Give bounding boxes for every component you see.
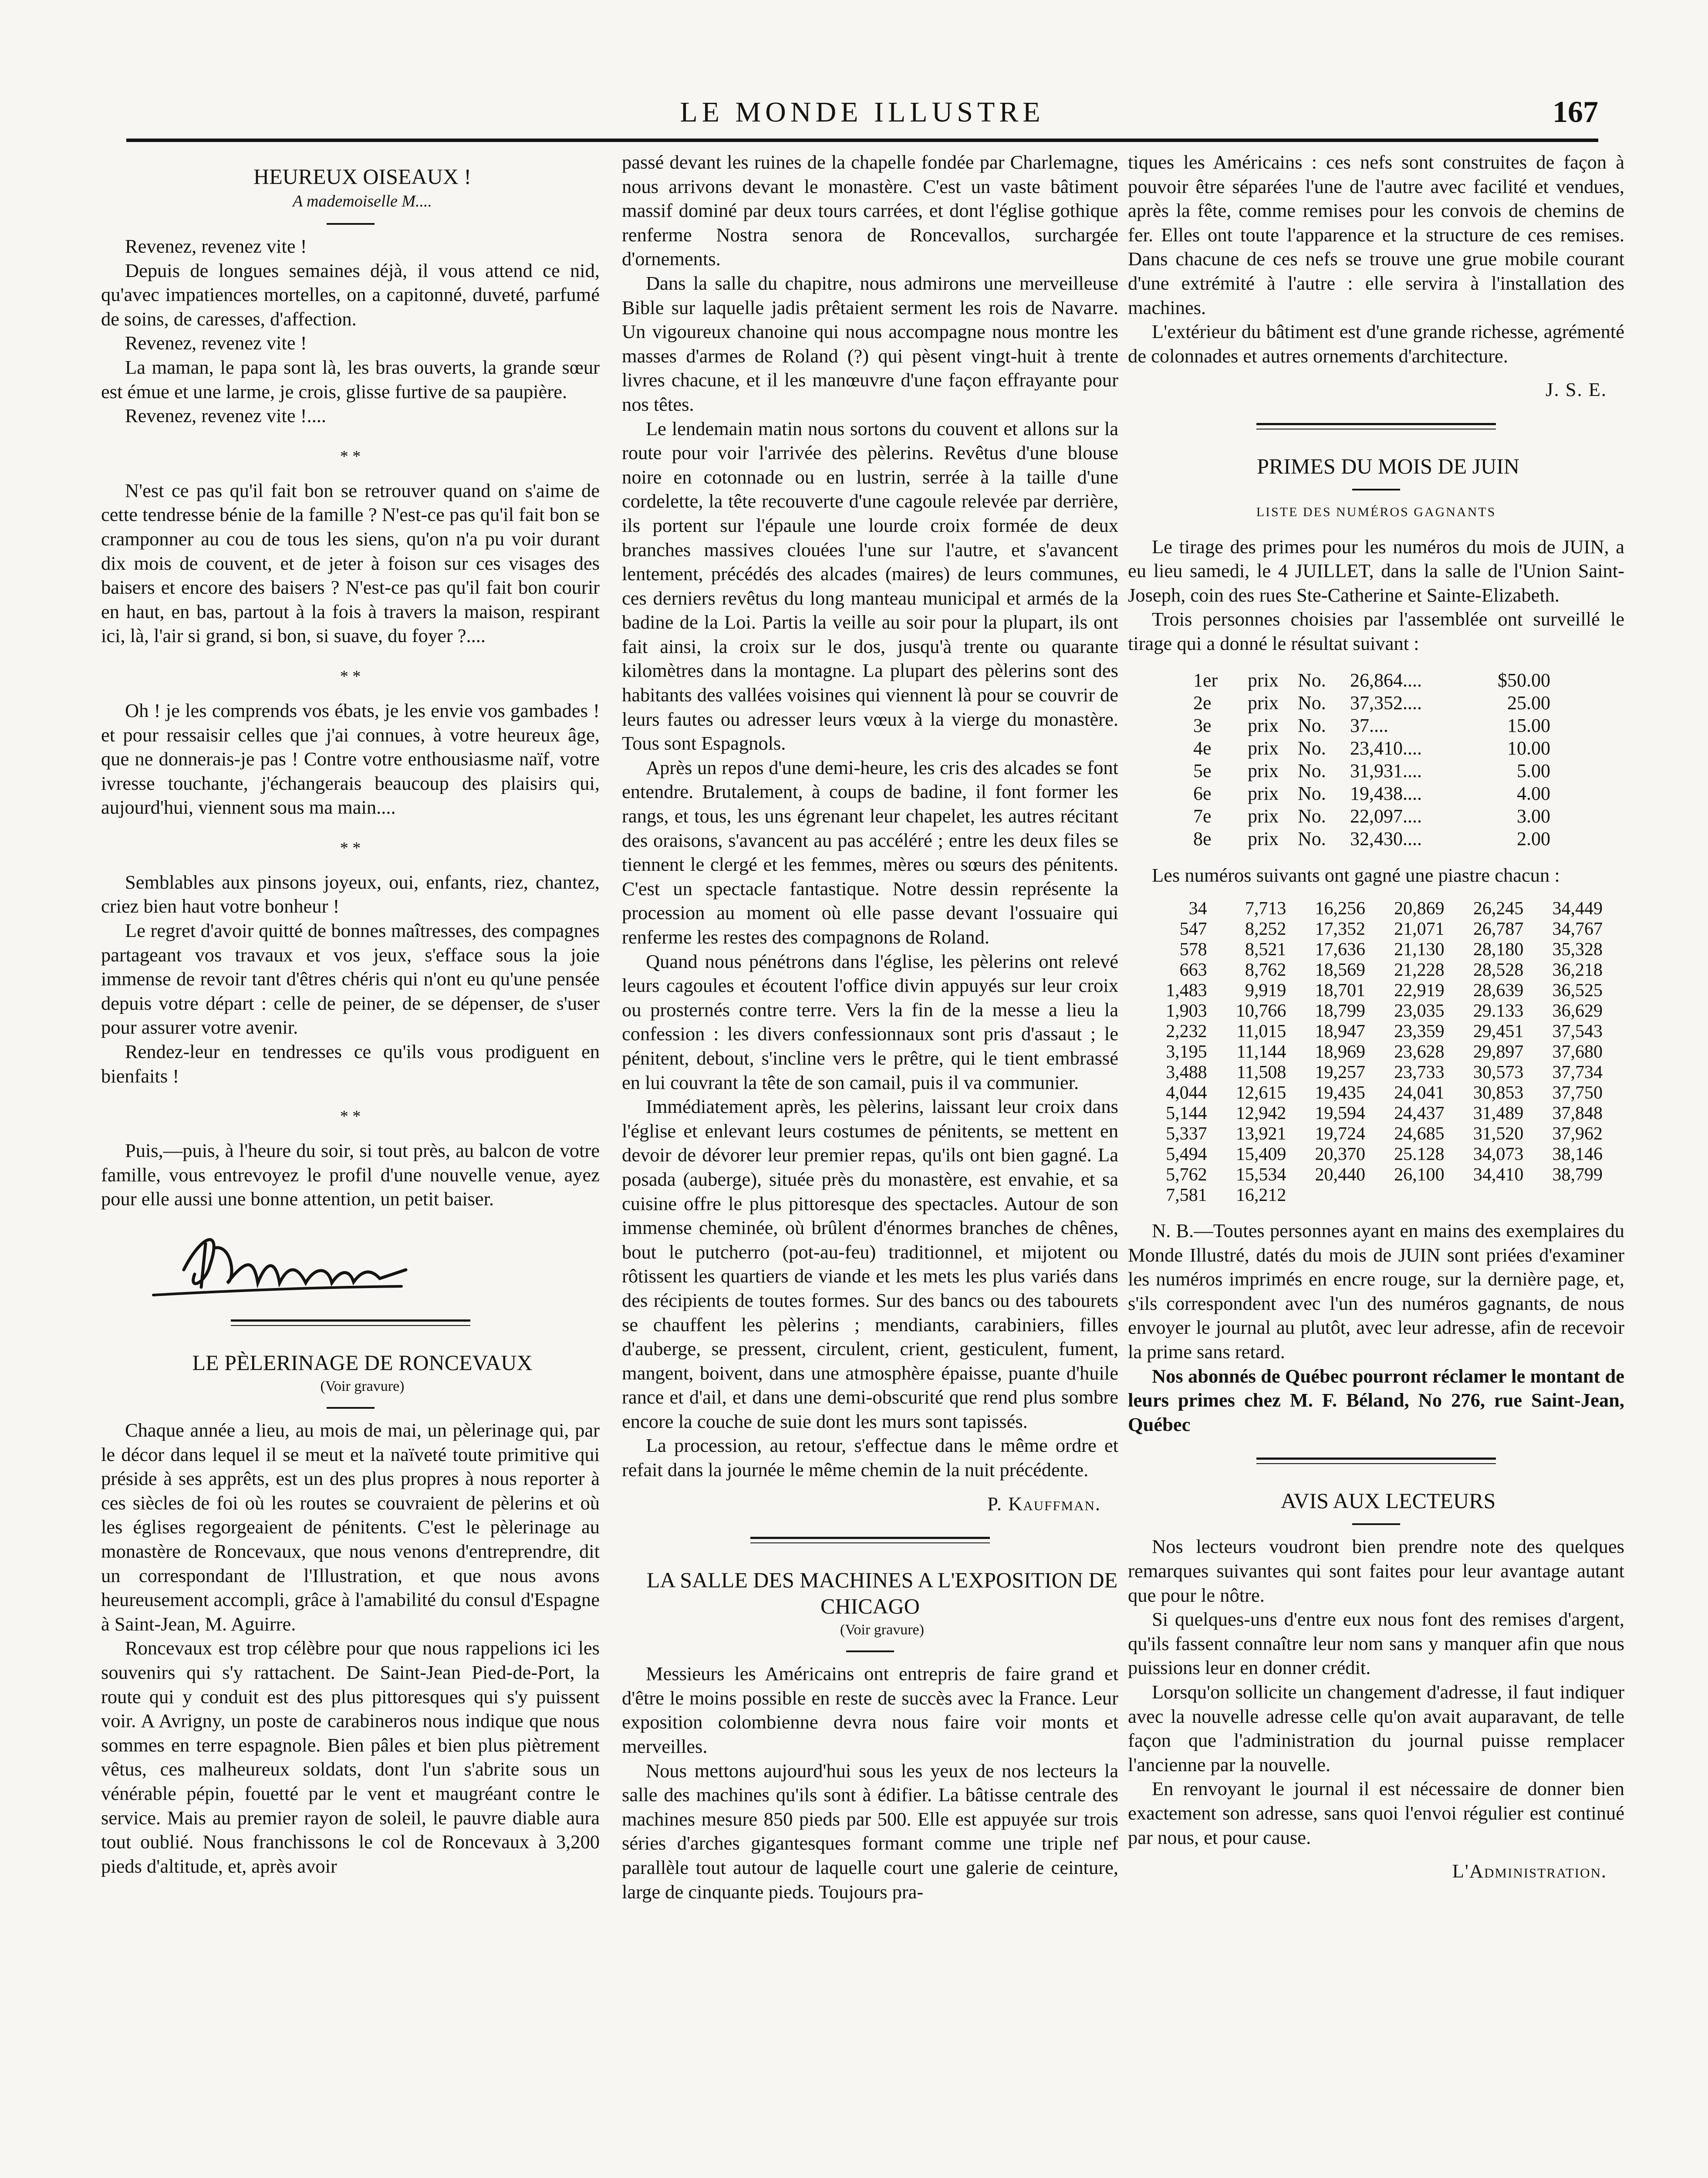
numbers-column: [1286, 899, 1365, 1206]
section-title: PRIMES DU MOIS DE JUIN: [1257, 453, 1519, 478]
winning-number: 1,483: [1166, 981, 1207, 1001]
prize-row: [1193, 737, 1624, 760]
winning-number: 37,750: [1552, 1083, 1603, 1103]
winning-number: 20,440: [1315, 1165, 1365, 1185]
winning-number: 12,615: [1235, 1083, 1286, 1103]
article-subtitle: (Voir gravure): [320, 1378, 405, 1394]
winning-number: 24,041: [1394, 1083, 1445, 1103]
article-paragraph: Roncevaux est trop célèbre pour que nous rappelions ici les souvenirs qui s'y rattachent. De Saint-Jean Pied-de-Port, la route qui y conduit est des plus pittoresques qui s'y puissent voir. A Avrigny, un poste de carabineros nous indique que nous sommes en terre espagnole. Bien pâles et bien plus piètrement vêtus, ces malheureux soldats, dont l'un s'abrite sous un vénérable pépin, fouetté par le vent et maugréant contre le service. Mais au premier rayon de soleil, le pauvre diable aura tout oublié. Nous franchissons le col de Roncevaux à 3,200 pieds d'altitude, et, après avoir: [101, 1637, 600, 1877]
winning-number: 15,534: [1235, 1165, 1286, 1185]
prize-row: [1193, 828, 1624, 850]
list-heading: LISTE DES NUMÉROS GAGNANTS: [1256, 504, 1496, 519]
winning-number: 38,799: [1552, 1165, 1603, 1185]
prize-no: No.: [1298, 805, 1326, 827]
prize-amt: 10.00: [1507, 737, 1550, 759]
article-title: LE PÈLERINAGE DE RONCEVAUX: [192, 1350, 533, 1375]
winning-number: 37,848: [1552, 1103, 1603, 1124]
winning-number: 547: [1179, 919, 1207, 940]
article-paragraph: Après un repos d'une demi-heure, les cris des alcades se font entendre. Brutalement, à coups de badine, il font former les rangs, et tous, les uns égrenant leur chapelet, les autres récitant des oraisons, s'avancent au pas accéléré ; entre les deux files se tiennent le clergé et les femmes, mères ou sœurs des pénitents. C'est un spectacle fantastique. Notre dessin représente la procession au moment où elle passe devant l'ossuaire qui renferme les restes des compagnons de Roland.: [622, 756, 1118, 948]
masthead-rule: [126, 139, 1598, 142]
winning-number: 26,787: [1473, 919, 1524, 940]
winning-number: 17,352: [1315, 919, 1365, 940]
prize-prix: prix: [1248, 828, 1279, 849]
winning-number: 18,947: [1315, 1021, 1365, 1042]
numbers-column: [1445, 899, 1524, 1206]
prize-prix: prix: [1248, 669, 1279, 691]
prize-amt: $50.00: [1498, 669, 1550, 691]
winning-number: 31,489: [1473, 1103, 1524, 1124]
prize-amt: 3.00: [1517, 805, 1550, 827]
prize-rank: 4e: [1193, 737, 1212, 759]
asterism: * *: [340, 667, 361, 686]
article-paragraph: N. B.—Toutes personnes ayant en mains des exemplaires du Monde Illustré, datés du mois de JUIN sont priées d'examiner les numéros imprimés en encre rouge, sur la dernière page, et, s'ils correspondent avec l'un des numéros gagnants, de nous envoyer le journal au plutôt, avec leur adresse, afin de recevoir la prime sans retard.: [1128, 1220, 1624, 1363]
divider: [327, 223, 375, 225]
winning-number: 26,245: [1473, 899, 1524, 919]
poem-title: HEUREUX OISEAUX !: [253, 164, 471, 189]
prize-no: No.: [1298, 737, 1326, 759]
article-paragraph: Nos abonnés de Québec pourront réclamer le montant de leurs primes chez M. F. Béland, No 276, rue Saint-Jean, Québec: [1128, 1365, 1624, 1435]
winning-number: 5,762: [1166, 1165, 1207, 1185]
winning-number: 29,451: [1473, 1021, 1524, 1042]
article-paragraph: Nos lecteurs voudront bien prendre note des quelques remarques suivantes qui sont faites pour leur avantage autant que pour le nôtre.: [1128, 1535, 1624, 1606]
prize-no: No.: [1298, 760, 1326, 781]
winning-number: 20,370: [1315, 1144, 1365, 1165]
winning-number: 23,733: [1394, 1062, 1445, 1083]
prize-rank: 1er: [1193, 669, 1218, 691]
prize-num: 32,430....: [1350, 828, 1422, 849]
winning-number: 21,130: [1394, 940, 1445, 960]
winning-number: 29,897: [1473, 1042, 1524, 1062]
winning-number: 19,594: [1315, 1103, 1365, 1124]
winning-number: 663: [1179, 960, 1207, 981]
winning-number: 28,180: [1473, 940, 1524, 960]
article-paragraph: La procession, au retour, s'effectue dans le même ordre et refait dans la journée le même chemin de la nuit précédente.: [622, 1434, 1118, 1481]
winning-number: 19,724: [1315, 1124, 1365, 1144]
prize-row: [1193, 714, 1624, 737]
winning-number: 18,799: [1315, 1001, 1365, 1021]
prize-row: [1193, 782, 1624, 805]
winning-number: 34,449: [1552, 899, 1603, 919]
divider: [1256, 423, 1496, 430]
winning-number: 23,035: [1394, 1001, 1445, 1021]
numbers-column: [1207, 899, 1286, 1206]
prize-rank: 8e: [1193, 828, 1212, 849]
article-paragraph: L'extérieur du bâtiment est d'une grande richesse, agrémenté de colonnades et autres ornements d'architecture.: [1128, 321, 1624, 367]
winning-number: 19,257: [1315, 1062, 1365, 1083]
winning-number: 29.133: [1473, 1001, 1524, 1021]
prize-prix: prix: [1248, 737, 1279, 759]
winning-number: 21,071: [1394, 919, 1445, 940]
winning-number: 36,218: [1552, 960, 1603, 981]
divider: [231, 1319, 470, 1326]
prize-amt: 2.00: [1517, 828, 1550, 849]
winning-number: 16,212: [1235, 1185, 1286, 1206]
author-signature: L'Administration.: [1452, 1860, 1607, 1882]
prize-prix: prix: [1248, 692, 1279, 714]
winning-number: 34: [1188, 899, 1207, 919]
article-paragraph: Le lendemain matin nous sortons du couvent et allons sur la route pour voir l'arrivée des pèlerins. Revêtus d'une blouse noire en cotonnade ou en lustrin, serrée à la taille d'une cordelette, la tête recouverte d'une cagoule relevée par derrière, ils portent sur l'épaule une lourde croix formée de deux branches massives clouées l'une sur l'autre, et s'avancent lentement, précédés des alcades (maires) de leurs communes, ces derniers revêtus du long manteau municipal et armés de la badine de la Loi. Partis la veille au soir pour la plupart, ils ont fait ainsi, la croix sur le dos, jusqu'à trente ou quarante kilomètres dans la montagne. La plupart des pèlerins sont des habitants des vallées voisines qui viennent là pour se couvrir de leurs fautes ou adresser leurs vœux à la vierge du monastère. Tous sont Espagnols.: [622, 417, 1118, 754]
article-title: LA SALLE DES MACHINES A L'EXPOSITION DE CHICAGO: [646, 1568, 1118, 1619]
article-paragraph: Si quelques-uns d'entre eux nous font des remises d'argent, qu'ils fassent connaître leur nom sans y manquer afin que nous puissions leur en donner crédit.: [1128, 1608, 1624, 1679]
article-paragraph: tiques les Américains : ces nefs sont construites de façon à pouvoir être séparées l'une de l'autre avec facilité et vendues, après la fête, comme remises pour les convois de chemins de fer. Elles ont toute l'apparence et la structure de ces remises. Dans chacune de ces nefs se trouve une grue mobile courant d'une extrémité à l'autre : elle servira à l'installation des machines.: [1128, 151, 1624, 318]
prize-rank: 7e: [1193, 805, 1212, 827]
winning-number: 26,100: [1394, 1165, 1445, 1185]
winning-number: 23,628: [1394, 1042, 1445, 1062]
poem-paragraph: N'est ce pas qu'il fait bon se retrouver quand on s'aime de cette tendresse bénie de la famille ? N'est-ce pas qu'il fait bon se cramponner au cou de tous les siens, qu'on n'a pu voir durant dix mois de couvent, et de jeter à foison sur ces visages des baisers et encore des baisers ? N'est-ce pas qu'il fait bon courir en haut, en bas, partout à la fois à travers la maison, respirant ici, là, l'air si grand, si bon, si suave, du foyer ?....: [101, 479, 600, 647]
divider: [1352, 1523, 1400, 1525]
article-paragraph: Trois personnes choisies par l'assemblée ont surveillé le tirage qui a donné le résultat suivant :: [1128, 608, 1624, 654]
winning-number: 28,528: [1473, 960, 1524, 981]
article-paragraph: Quand nous pénétrons dans l'église, les pèlerins ont relevé leurs cagoules et écoutent l'office divin appuyés sur leur croix ou prosternés contre terre. Vers la fin de la messe a lieu la confession : les divers confessionnaux sont pris d'assaut ; le pénitent, debout, s'incline vers le prêtre, qui le tient embrassé en lui couvrant la tête de son camail, puis il va communier.: [622, 950, 1118, 1093]
winning-number: 8,521: [1245, 940, 1286, 960]
winning-number: 24,685: [1394, 1124, 1445, 1144]
article-paragraph: Le tirage des primes pour les numéros du mois de JUIN, a eu lieu samedi, le 4 JUILLET, dans la salle de l'Union Saint-Joseph, coin des rues Ste-Catherine et Sainte-Elizabeth.: [1128, 535, 1624, 606]
winning-number: 37,543: [1552, 1021, 1603, 1042]
winning-number: 23,359: [1394, 1021, 1445, 1042]
winning-number: 20,869: [1394, 899, 1445, 919]
article-paragraph: Les numéros suivants ont gagné une piastre chacun :: [1152, 864, 1560, 886]
prize-no: No.: [1298, 692, 1326, 714]
winning-number: 25.128: [1394, 1144, 1445, 1165]
poem-paragraph: Revenez, revenez vite !: [125, 332, 307, 354]
winning-number: 12,942: [1235, 1103, 1286, 1124]
winning-number: 5,144: [1166, 1103, 1207, 1124]
prize-num: 31,931....: [1350, 760, 1422, 781]
winning-number: 30,853: [1473, 1083, 1524, 1103]
prize-num: 37....: [1350, 714, 1388, 736]
winning-number: 7,581: [1166, 1185, 1207, 1206]
winning-number: 37,734: [1552, 1062, 1603, 1083]
asterism: * *: [340, 447, 361, 466]
winning-number: 8,762: [1245, 960, 1286, 981]
poem-paragraph: Depuis de longues semaines déjà, il vous attend ce nid, qu'avec impatiences mortelles, on a capitonné, duveté, parfumé de soins, de caresses, d'affection.: [101, 259, 600, 330]
winning-number: 17,636: [1315, 940, 1365, 960]
article-paragraph: Chaque année a lieu, au mois de mai, un pèlerinage qui, par le décor dans lequel il se meut et la naïveté toute primitive qui préside à ses apprêts, est un des plus propres à nous reporter à ces siècles de foi où les routes se couvraient de pèlerins et où les églises regorgeaient de pénitents. C'est le pèlerinage au monastère de Roncevaux, que nous venons d'entreprendre, dit un correspondant de l'Illustration, et que nous avons heureusement accompli, grâce à l'amabilité du consul d'Espagne à Saint-Jean, M. Aguirre.: [101, 1419, 600, 1635]
prize-num: 37,352....: [1350, 692, 1422, 714]
winning-number: 19,435: [1315, 1083, 1365, 1103]
prize-rank: 6e: [1193, 782, 1212, 804]
article-paragraph: passé devant les ruines de la chapelle fondée par Charlemagne, nous arrivons devant le monastère. C'est un vaste bâtiment massif dominé par deux tours carrées, et dont l'église gothique renferme Nostra senora de Roncevallos, surchargée d'ornements.: [622, 151, 1118, 270]
winning-number: 18,701: [1315, 981, 1365, 1001]
winning-number: 18,569: [1315, 960, 1365, 981]
handwritten-signature: [101, 1218, 600, 1309]
divider: [327, 1407, 375, 1409]
prize-rank: 3e: [1193, 714, 1212, 736]
column-1: [101, 150, 600, 1878]
prize-num: 26,864....: [1350, 669, 1422, 691]
winning-number: 18,969: [1315, 1042, 1365, 1062]
winning-number: 34,410: [1473, 1165, 1524, 1185]
author-signature: P. Kauffman.: [987, 1492, 1101, 1515]
asterism: * *: [340, 839, 361, 857]
winning-number: 9,919: [1245, 981, 1286, 1001]
numbers-column: [1365, 899, 1445, 1206]
winning-number: 3,488: [1166, 1062, 1207, 1083]
winning-number: 8,252: [1245, 919, 1286, 940]
divider: [1352, 489, 1400, 490]
prize-row: [1193, 805, 1624, 828]
prize-no: No.: [1298, 669, 1326, 691]
prize-amt: 4.00: [1517, 782, 1550, 804]
author-signature: J. S. E.: [1546, 379, 1607, 401]
winning-number: 37,962: [1552, 1124, 1603, 1144]
numbers-column: [1523, 899, 1603, 1206]
winning-number: 10,766: [1235, 1001, 1286, 1021]
prize-num: 19,438....: [1350, 782, 1422, 804]
prize-prix: prix: [1248, 805, 1279, 827]
article-paragraph: Messieurs les Américains ont entrepris de faire grand et d'être le moins possible en reste de succès avec la France. Leur exposition colombienne devra nous faire voir monts et merveilles.: [622, 1663, 1118, 1758]
winning-number: 11,015: [1236, 1021, 1286, 1042]
winning-number: 24,437: [1394, 1103, 1445, 1124]
column-3: [1128, 150, 1624, 1884]
article-paragraph: Nous mettons aujourd'hui sous les yeux de nos lecteurs la salle des machines qu'ils sont à édifier. La bâtisse centrale des machines mesure 850 pieds par 500. Elle est appuyée sur trois séries d'arches gigantesques formant comme une triple nef parallèle tout autour de laquelle court une galerie de ceinture, large de cinquante pieds. Toujours pra-: [622, 1759, 1118, 1903]
winning-number: 36,629: [1552, 1001, 1603, 1021]
winning-number: 34,073: [1473, 1144, 1524, 1165]
poem-paragraph: Le regret d'avoir quitté de bonnes maîtresses, des compagnes partageant vos travaux et vos jeux, s'efface sous la joie immense de revoir tant d'êtres chéris qui n'ont eu qu'une pensée depuis votre départ : celle de peiner, de se dépenser, de s'user pour assurer votre avenir.: [101, 920, 600, 1038]
poem-paragraph: Semblables aux pinsons joyeux, oui, enfants, riez, chantez, criez bien haut votre bonheur !: [101, 871, 600, 917]
poem-paragraph: Puis,—puis, à l'heure du soir, si tout près, au balcon de votre famille, vous entrevoyez le profil d'une nouvelle venue, ayez pour elle aussi une bonne attention, un petit baiser.: [101, 1140, 600, 1210]
prize-amt: 5.00: [1517, 760, 1550, 781]
article-paragraph: Dans la salle du chapitre, nous admirons une merveilleuse Bible sur laquelle jadis prêtaient serment les rois de Navarre. Un vigoureux chanoine qui nous accompagne nous montre les masses d'armes de Roland (?) qui pèsent vingt-huit à trente livres chacune, et il les manœuvre d'une façon effrayante pour nos têtes.: [622, 272, 1118, 415]
newspaper-title: LE MONDE ILLUSTRE: [680, 96, 1045, 128]
divider: [1256, 1458, 1496, 1464]
winning-number: 35,328: [1552, 940, 1603, 960]
poem-paragraph: Oh ! je les comprends vos ébats, je les envie vos gambades ! et pour ressaisir celles que j'ai connues, à votre heureux âge, que ne donnerais-je pas ! Contre votre enthousiasme naïf, votre ivresse touchante, j'échangerais beaucoup des plaisirs qui, aujourd'hui, viennent sous ma main....: [101, 699, 600, 818]
asterism: * *: [340, 1107, 361, 1126]
winning-number: 4,044: [1166, 1083, 1207, 1103]
winning-number: 1,903: [1166, 1001, 1207, 1021]
winning-number: 13,921: [1235, 1124, 1286, 1144]
winning-number: 11,508: [1236, 1062, 1286, 1083]
column-2: [622, 150, 1118, 1904]
winning-number: 7,713: [1245, 899, 1286, 919]
prize-no: No.: [1298, 828, 1326, 849]
prize-rank: 5e: [1193, 760, 1212, 781]
winning-number: 5,337: [1166, 1124, 1207, 1144]
page-number: 167: [1553, 95, 1598, 129]
divider: [846, 1650, 894, 1652]
poem-dedication: A mademoiselle M....: [292, 192, 432, 210]
winning-numbers-table: [1128, 899, 1624, 1206]
winning-number: 30,573: [1473, 1062, 1524, 1083]
poem-paragraph: Revenez, revenez vite !....: [125, 405, 327, 427]
winning-number: 3,195: [1166, 1042, 1207, 1062]
winning-number: 15,409: [1235, 1144, 1286, 1165]
numbers-column: [1128, 899, 1207, 1206]
prize-no: No.: [1298, 714, 1326, 736]
prize-num: 22,097....: [1350, 805, 1422, 827]
winning-number: 34,767: [1552, 919, 1603, 940]
prize-row: [1193, 669, 1624, 692]
winning-number: 22,919: [1394, 981, 1445, 1001]
winning-number: 31,520: [1473, 1124, 1524, 1144]
prize-prix: prix: [1248, 782, 1279, 804]
prize-row: [1193, 760, 1624, 782]
prize-prix: prix: [1248, 760, 1279, 781]
article-paragraph: En renvoyant le journal il est nécessaire de donner bien exactement son adresse, sans quoi l'envoi régulier est continué par nous, et pour cause.: [1128, 1778, 1624, 1848]
article-paragraph: Immédiatement après, les pèlerins, laissant leur croix dans l'église et enlevant leurs costumes de pénitents, se mettent en devoir de dévorer leur premier repas, qu'ils ont bien gagné. La posada (auberge), située près du monastère, est envahie, et sa cuisine offre le plus pittoresque des spectacles. Autour de son immense cheminée, où brûlent d'énormes branches de chênes, bout le putcherro (pot-au-feu) traditionnel, et mijotent ou rôtissent les quartiers de viande et les mets les plus variés dans des récipients de toutes formes. Sur des bancs ou des tabourets se chauffent les pèlerins ; mendiants, carabiniers, filles d'auberge, se pressent, circulent, crient, gesticulent, fument, mangent, boivent, dans une atmosphère épaisse, puante d'huile rance et d'ail, et dans une demi-obscurité que rend plus sombre encore la couche de suie dont les murs sont tapissés.: [622, 1096, 1118, 1432]
winning-number: 36,525: [1552, 981, 1603, 1001]
poem-paragraph: La maman, le papa sont là, les bras ouverts, la grande sœur est émue et une larme, je crois, glisse furtive de sa paupière.: [101, 356, 600, 402]
winning-number: 2,232: [1166, 1021, 1207, 1042]
masthead: [126, 87, 1598, 139]
winning-number: 16,256: [1315, 899, 1365, 919]
section-title: AVIS AUX LECTEURS: [1280, 1488, 1496, 1513]
divider: [750, 1537, 990, 1543]
prize-amt: 15.00: [1507, 714, 1550, 736]
prize-rank: 2e: [1193, 692, 1212, 714]
winning-number: 28,639: [1473, 981, 1524, 1001]
prize-prix: prix: [1248, 714, 1279, 736]
prize-table: [1193, 669, 1624, 850]
prize-no: No.: [1298, 782, 1326, 804]
prize-amt: 25.00: [1507, 692, 1550, 714]
winning-number: 21,228: [1394, 960, 1445, 981]
prize-num: 23,410....: [1350, 737, 1422, 759]
prize-row: [1193, 692, 1624, 714]
winning-number: 38,146: [1552, 1144, 1603, 1165]
article-paragraph: Lorsqu'on sollicite un changement d'adresse, il faut indiquer avec la nouvelle adresse celle qu'on avait auparavant, de telle façon que l'administration du journal puisse remplacer l'ancienne par la nouvelle.: [1128, 1681, 1624, 1776]
winning-number: 11,144: [1236, 1042, 1286, 1062]
article-subtitle: (Voir gravure): [840, 1622, 924, 1638]
poem-paragraph: Revenez, revenez vite !: [125, 235, 307, 257]
winning-number: 578: [1179, 940, 1207, 960]
poem-paragraph: Rendez-leur en tendresses ce qu'ils vous prodiguent en bienfaits !: [101, 1041, 600, 1087]
winning-number: 5,494: [1166, 1144, 1207, 1165]
winning-number: 37,680: [1552, 1042, 1603, 1062]
